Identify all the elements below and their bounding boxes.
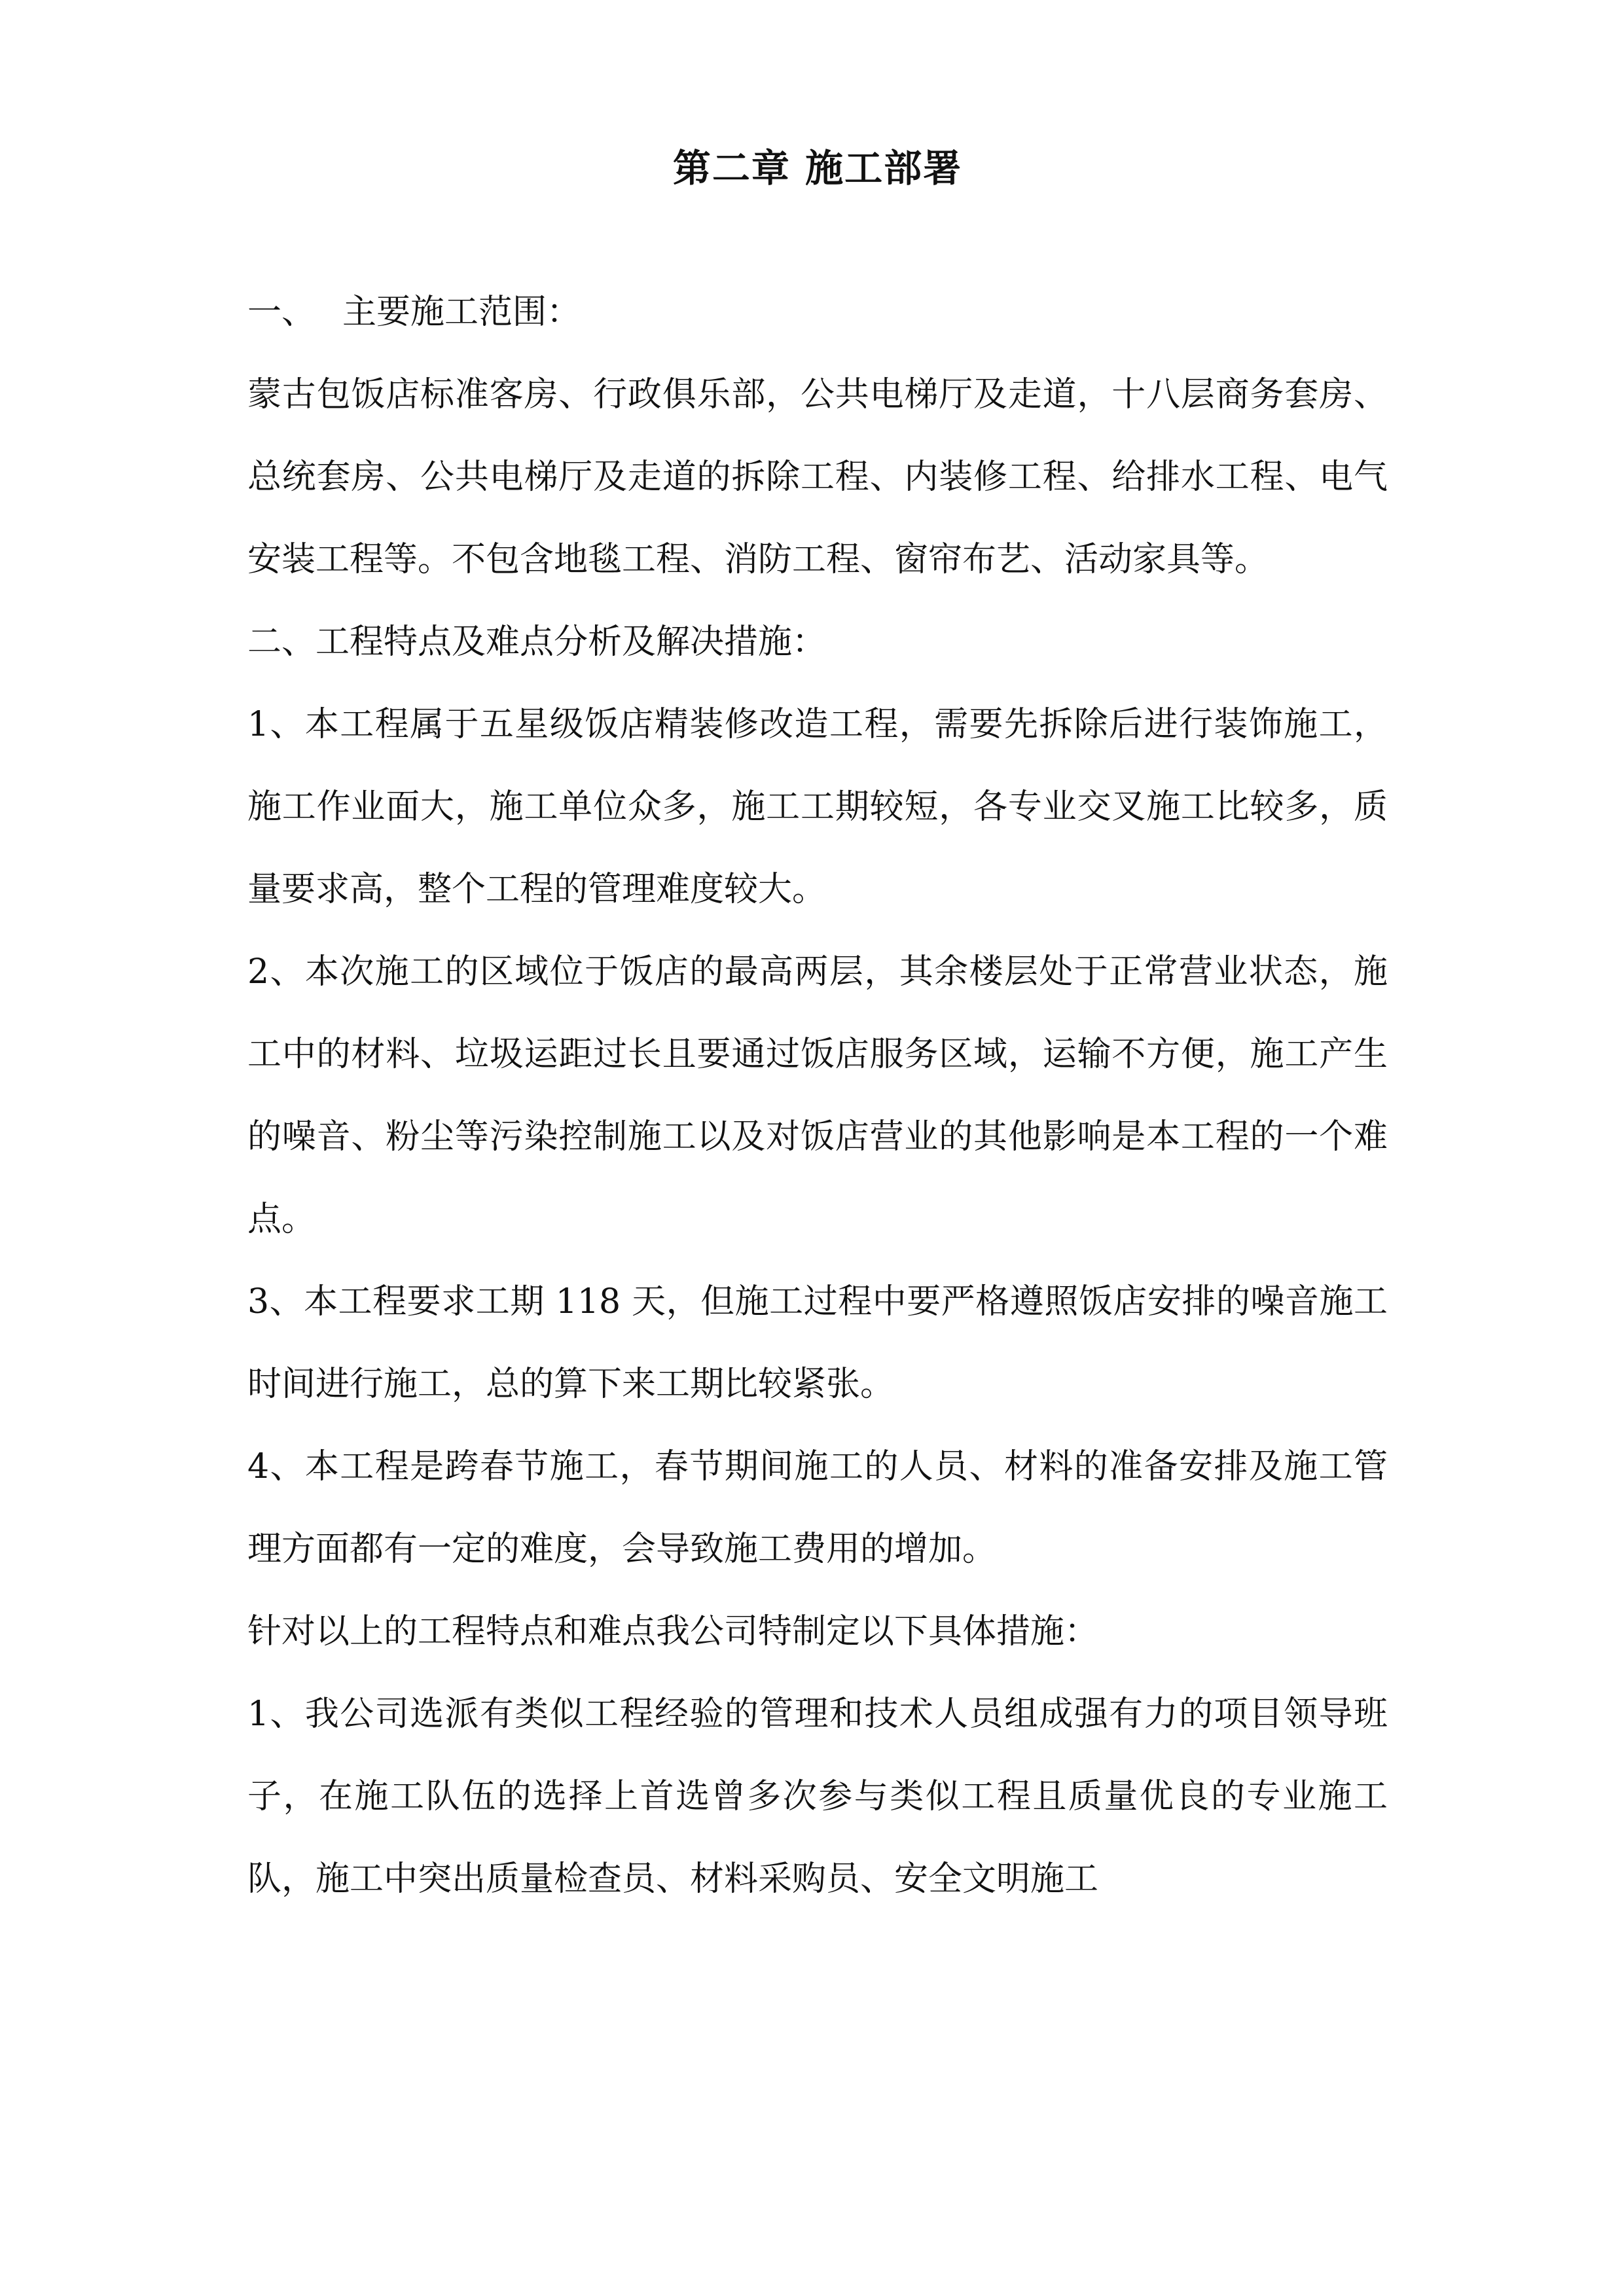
- section-1-heading-text: 主要施工范围：: [342, 293, 581, 332]
- measures-intro: 针对以上的工程特点和难点我公司特制定以下具体措施：: [247, 1612, 1099, 1651]
- section-2-heading: 二、工程特点及难点分析及解决措施：: [247, 622, 827, 662]
- document-body: [247, 271, 1388, 1920]
- section-1-heading: [247, 271, 1388, 353]
- difficulty-point-4: 4、本工程是跨春节施工，春节期间施工的人员、材料的准备安排及施工管理方面都有一定的难度，会导致施工费用的增加。: [247, 1447, 1388, 1569]
- document-page: [247, 0, 1388, 2296]
- difficulty-point-1: 1、本工程属于五星级饭店精装修改造工程，需要先拆除后进行装饰施工，施工作业面大，施工单位众多，施工工期较短，各专业交叉施工比较多，质量要求高，整个工程的管理难度较大。: [247, 705, 1388, 909]
- section-1-paragraph: 蒙古包饭店标准客房、行政俱乐部，公共电梯厅及走道，十八层商务套房、总统套房、公共电梯厅及走道的拆除工程、内装修工程、给排水工程、电气安装工程等。不包含地毯工程、消防工程、窗帘布艺、活动家具等。: [247, 375, 1388, 579]
- difficulty-point-2: 2、本次施工的区域位于饭店的最高两层，其余楼层处于正常营业状态，施工中的材料、垃圾运距过长且要通过饭店服务区域，运输不方便，施工产生的噪音、粉尘等污染控制施工以及对饭店营业的其他影响是本工程的一个难点。: [247, 952, 1388, 1239]
- measure-1: 1、我公司选派有类似工程经验的管理和技术人员组成强有力的项目领导班子，在施工队伍的选择上首选曾多次参与类似工程且质量优良的专业施工队，施工中突出质量检查员、材料采购员、安全文明施工: [247, 1695, 1388, 1899]
- section-1-number: 一、: [247, 293, 316, 332]
- difficulty-point-3: 3、本工程要求工期 118 天，但施工过程中要严格遵照饭店安排的噪音施工时间进行施工，总的算下来工期比较紧张。: [247, 1282, 1388, 1404]
- chapter-title: 第二章 施工部署: [672, 146, 963, 190]
